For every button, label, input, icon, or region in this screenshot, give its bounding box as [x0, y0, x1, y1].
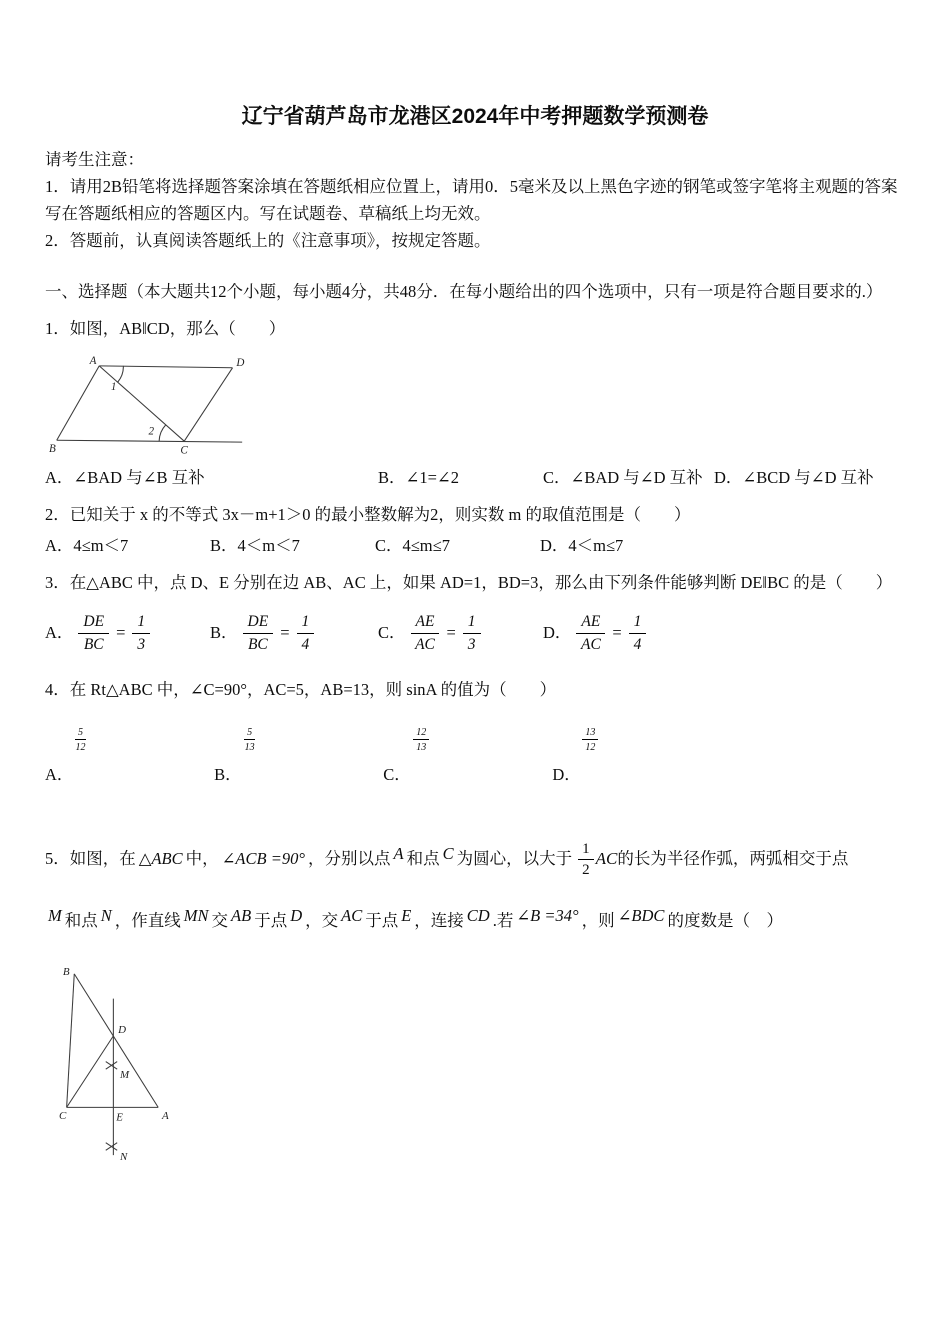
q4-options: [45, 727, 905, 785]
text: ，连接: [414, 910, 464, 930]
page-title: 辽宁省葫芦岛市龙港区2024年中考押题数学预测卷: [241, 105, 709, 128]
label-D: D: [236, 356, 245, 369]
fraction: $\frac{AE}{AC}$: [576, 612, 605, 654]
notice-heading: 请考生注意：: [45, 150, 144, 169]
line-BC: [67, 973, 75, 1107]
q1-option-d: D．∠BCD 与∠D 互补: [714, 468, 874, 487]
option-label: A．: [45, 623, 74, 642]
text: 和点: [64, 910, 98, 930]
fraction: $\frac{1}{4}$: [297, 612, 315, 654]
text: ，交: [305, 910, 339, 930]
math-token: C: [442, 844, 454, 864]
q3-stem: 3．在△ABC 中，点 D、E 分别在边 AB、AC 上，如果 AD=1，BD=3，那么由下列条件能够判断 DE‖BC 的是（ ）: [45, 573, 893, 592]
option-label: D．: [543, 623, 572, 642]
fraction: $\frac{1}{4}$: [629, 612, 647, 654]
option-label: A．: [45, 765, 74, 784]
label-angle-2: 2: [148, 425, 155, 438]
text: 的度数是（ ）: [667, 910, 783, 930]
label-E: E: [116, 1111, 123, 1124]
equals-sign: =: [612, 623, 622, 642]
angle-2-arc: [159, 425, 166, 441]
q3-option-d: [543, 610, 905, 656]
label-angle-1: 1: [110, 380, 117, 393]
q5-stem-line-1: [45, 841, 905, 880]
math-token: D: [290, 905, 303, 925]
text: 中，: [185, 849, 219, 869]
q2-option-c: C．4≤m≤7: [375, 536, 450, 555]
q2-option-a: A．4≤m＜7: [45, 536, 129, 555]
math-token: CD: [466, 905, 490, 925]
q2-options: [45, 532, 905, 559]
q4-option-a: [45, 727, 210, 785]
q3-option-b: [210, 610, 378, 656]
triangle-bisector-figure: [59, 964, 183, 1164]
math-token: A: [393, 844, 404, 864]
line-AC: [99, 366, 184, 441]
text: 和点: [406, 849, 440, 869]
q3-option-a: [45, 610, 210, 656]
math-token: MN: [183, 905, 209, 925]
fraction: $\frac{13}{12}$: [582, 727, 598, 753]
math-token: AB: [231, 905, 252, 925]
q2-stem: 2．已知关于 x 的不等式 3x－m+1＞0 的最小整数解为2，则实数 m 的取值范围是（ ）: [45, 505, 691, 524]
text: ，分别以点: [307, 849, 391, 869]
label-M: M: [120, 1068, 130, 1081]
fraction: $\frac{AE}{AC}$: [411, 612, 440, 654]
parallel-lines-figure: [49, 352, 247, 456]
text: ，则: [581, 910, 615, 930]
math-token: AC: [595, 849, 618, 869]
math-token: N: [100, 905, 112, 925]
notice-item-1: 1．请用2B铅笔将选择题答案涂填在答题纸相应位置上，请用0．5毫米及以上黑色字迹的钢笔或签字笔将主观题的答案写在答题纸相应的答题区内。写在试题卷、草稿纸上均无效。: [45, 177, 898, 223]
math-token: M: [48, 905, 62, 925]
line-DC: [184, 368, 232, 441]
fraction: $\frac{5}{12}$: [75, 727, 86, 753]
text: 于点: [365, 910, 399, 930]
text: ，作直线: [114, 910, 181, 930]
q5-figure: [59, 964, 905, 1164]
q1-option-a: A．∠BAD 与∠B 互补: [45, 468, 205, 487]
fraction: $\frac{1}{3}$: [132, 612, 150, 654]
label-B: B: [62, 965, 70, 978]
q5-stem-line-2: [45, 906, 905, 936]
equals-sign: =: [116, 623, 126, 642]
label-C: C: [59, 1109, 67, 1122]
one-half-fraction: $\frac{1}{2}$: [578, 841, 594, 880]
label-N: N: [120, 1150, 128, 1163]
option-label: B．: [214, 765, 242, 784]
q4-option-b: [214, 727, 379, 785]
q2-option-b: B．4＜m＜7: [210, 536, 300, 555]
math-token: E: [401, 905, 412, 925]
fraction: $\frac{5}{13}$: [244, 727, 255, 753]
notice-item-2: 2．答题前，认真阅读答题纸上的《注意事项》，按规定答题。: [45, 231, 491, 250]
section-heading: 一、选择题（本大题共12个小题，每小题4分，共48分．在每小题给出的四个选项中，只有一项是符合题目要求的.）: [45, 282, 883, 301]
label-C: C: [180, 444, 188, 456]
label-D: D: [118, 1023, 127, 1036]
q1-options: [45, 464, 905, 491]
option-label: D．: [552, 765, 581, 784]
fraction: $\frac{DE}{BC}$: [78, 612, 109, 654]
text: .若: [492, 910, 514, 930]
line-AD: [99, 366, 232, 368]
text: 的长为半径作弧，两弧相交于点: [617, 849, 849, 869]
q1-option-b: B．∠1=∠2: [378, 468, 459, 487]
fraction: $\frac{1}{3}$: [463, 612, 481, 654]
option-label: C．: [378, 623, 406, 642]
text: 于点: [254, 910, 288, 930]
line-CD: [67, 1035, 114, 1107]
math-token: AC: [341, 905, 363, 925]
line-BA: [57, 366, 99, 440]
line-BC: [57, 440, 242, 442]
fraction: $\frac{12}{13}$: [413, 727, 429, 753]
q1-figure: [49, 352, 905, 456]
q1-stem: 1．如图，AB‖CD，那么（ ）: [45, 319, 286, 338]
q5: [45, 841, 905, 1164]
q2-option-d: D．4＜m≤7: [540, 536, 624, 555]
math-token: ∠B =34°: [516, 905, 579, 925]
label-A: A: [89, 354, 97, 367]
label-A: A: [162, 1109, 169, 1122]
line-BA: [74, 973, 158, 1107]
option-label: B．: [210, 623, 238, 642]
math-token: △ABC: [138, 849, 183, 869]
q3-option-c: [378, 610, 543, 656]
math-token: ∠ACB =90°: [221, 849, 305, 869]
q1-option-c: C．∠BAD 与∠D 互补: [543, 468, 703, 487]
math-token: ∠BDC: [617, 905, 665, 925]
text: 交: [211, 910, 229, 930]
equals-sign: =: [280, 623, 290, 642]
option-label: C．: [383, 765, 411, 784]
text: 5．如图，在: [45, 849, 136, 869]
q4-option-c: [383, 727, 548, 785]
q4-option-d: [552, 727, 603, 785]
q3-options: [45, 610, 905, 656]
q4-stem: 4．在 Rt△ABC 中，∠C=90°，AC=5，AB=13，则 sinA 的值为（ ）: [45, 680, 557, 699]
fraction: $\frac{DE}{BC}$: [243, 612, 274, 654]
label-B: B: [49, 442, 56, 455]
text: 为圆心，以大于: [456, 849, 573, 869]
equals-sign: =: [446, 623, 456, 642]
angle-1-arc: [118, 366, 124, 382]
